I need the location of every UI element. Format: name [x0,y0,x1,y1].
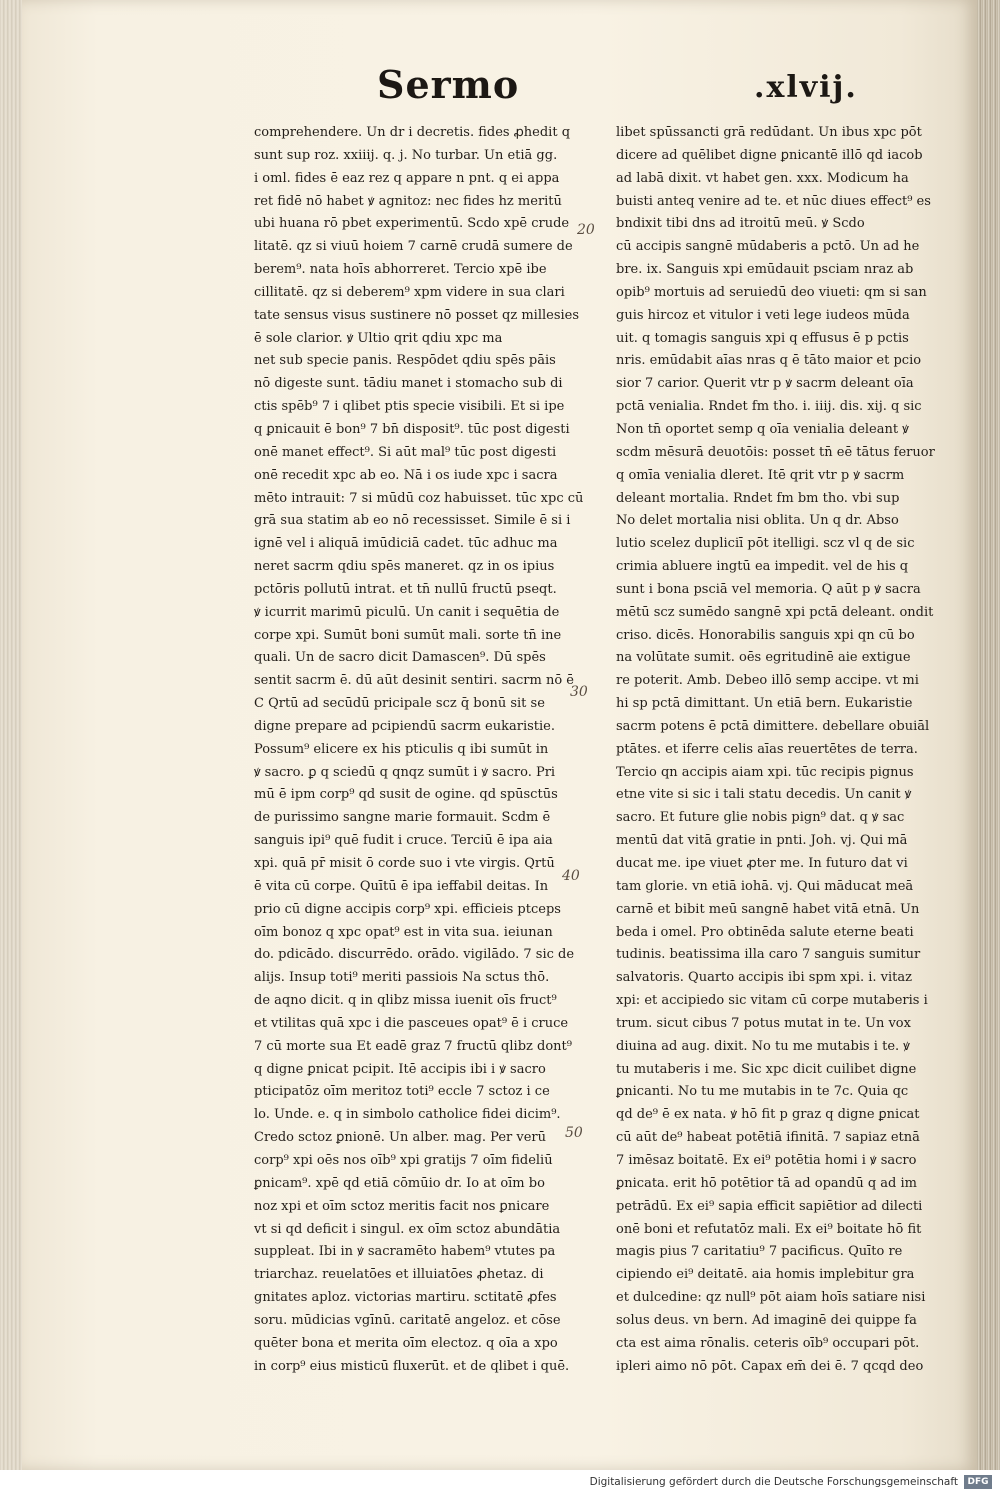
text-line: grā sua statim ab eo nō recessisset. Simile ē si i [254,513,571,529]
text-line: xpi. quā pr̄ misit ō corde suo i vte virgis. Qrtū [254,856,555,871]
text-line: Credo sctoz ꝑnionē. Un alber. mag. Per verū [254,1130,546,1146]
text-line: Possum⁹ elicere ex his pticulis q ibi sumūt in [254,741,549,757]
text-line: xpi: et accipiedo sic vitam cū corpe mutaberis i [616,993,928,1009]
text-line: hi sp pctā dimittant. Un etiā bern. Eukaristie [616,696,913,712]
text-line: vt si qd deficit i singul. ex oīm sctoz abundātia [254,1221,561,1237]
text-line: oīm bonoz q xpc opat⁹ est in vita sua. ieiunan [254,924,553,940]
text-line: sunt i bona psciā vel memoria. Q aūt p ꝟ sacra [616,581,921,597]
text-line: et dulcedine: qz null⁹ pōt aiam hoīs satiare nisi [616,1290,926,1306]
text-line: solus deus. vn bern. Ad imaginē dei quippe fa [616,1312,917,1328]
text-line: ꝟ sacro. ꝑ q sciedū q qnqz sumūt i ꝟ sacro. Pri [254,764,556,780]
text-line: ipleri aimo nō pōt. Capax em̄ dei ē. 7 qcqd deo [616,1358,924,1374]
text-line: ꝑnicam⁹. xpē qd etiā cōmūio dr. Io at oīm bo [254,1175,545,1191]
text-line: sanguis ipi⁹ quē fudit i cruce. Terciū ē ipa aia [254,833,553,849]
text-line: beda i omel. Pro obtinēda salute eterne beati [616,924,914,940]
text-line: comprehendere. Un dr i decretis. fides ꝓhedit q [254,125,571,140]
text-line: berem⁹. nata hoīs abhorreret. Tercio xpē ibe [254,262,547,278]
text-line: alijs. Insup toti⁹ meriti passiois Na sctus thō. [254,970,550,986]
text-line: uit. q tomagis sanguis xpi q effusus ē p pctis [616,330,909,346]
text-line: 7 cū morte sua Et eadē graz 7 fructū qlibz dont⁹ [254,1038,572,1054]
text-line: tam glorie. vn etiā iohā. vj. Qui māducat meā [616,878,914,894]
text-line: sior 7 carior. Querit vtr p ꝟ sacrm deleant oīa [616,376,914,392]
text-line: do. pdicādo. discurrēdo. orādo. vigilādo. 7 sic de [254,947,575,963]
text-line: scdm mēsurā deuotōis: posset tn̄ eē tātus feruor [616,444,935,460]
text-line: ubi huana rō pbet experimentū. Scdo xpē crude [254,216,570,232]
text-line: litatē. qz si viuū hoiem 7 carnē crudā sumere de [254,239,573,255]
text-line: mētū scz sumēdo sangnē xpi pctā deleant. ondit [616,604,934,620]
text-line: deleant mortalia. Rndet fm bm tho. vbi sup [616,490,900,506]
text-line: na volūtate sumit. oēs egritudinē aie extigue [616,650,911,666]
text-line: ꝟ icurrit marimū piculū. Un canit i sequētia de [254,604,560,620]
text-line: Non tn̄ oportet semp q oīa venialia deleant ꝟ [616,421,909,437]
text-line: onē manet effect⁹. Si aūt mal⁹ tūc post digesti [254,444,557,460]
text-line: No delet mortalia nisi oblita. Un q dr. Abso [616,513,899,529]
text-line: crimia abluere ingtū ea impedit. vel de his q [616,559,909,575]
running-header-left: Sermo [377,62,520,107]
text-line: trum. sicut cibus 7 potus mutat in te. Un vox [616,1015,911,1031]
text-line: ē sole clarior. ꝟ Ultio qrit qdiu xpc ma [254,330,503,346]
text-line: cū aūt de⁹ habeat potētiā ifinitā. 7 sapiaz etnā [616,1130,920,1146]
text-line: cipiendo ei⁹ deitatē. aia homis implebitur gra [616,1267,915,1283]
text-line: etne vite si sic i tali statu decedis. Un canit ꝟ [616,787,912,803]
text-line: carnē et bibit meū sangnē habet vitā etnā. Un [616,901,920,917]
text-line: noz xpi et oīm sctoz meritis facit nos ꝑnicare [254,1198,550,1214]
text-line: onē boni et refutatōz mali. Ex ei⁹ boitate hō fit [616,1221,922,1237]
text-line: opib⁹ mortuis ad seruiedū deo viueti: qm si san [616,284,927,300]
text-line: ē vita cū corpe. Quītū ē ipa ieffabil deitas. In [254,878,549,894]
text-line: ret fidē nō habet ꝟ agnitoz: nec fides hz meritū [254,193,562,209]
text-line: lo. Unde. e. q in simbolo catholice fidei dicim⁹. [254,1107,561,1123]
text-line: salvatoris. Quarto accipis ibi spm xpi. i. vitaz [616,970,913,986]
text-line: onē recedit xpc ab eo. Nā i os iude xpc i sacra [254,467,558,483]
text-line: ptātes. et iferre celis aīas reuertētes de terra. [616,741,918,757]
text-line: sentit sacrm ē. dū aūt desinit sentiri. sacrm nō ē [254,673,575,689]
text-line: nō digeste sunt. tādiu manet i stomacho sub di [254,376,563,392]
text-line: pctōris pollutū intrat. et tn̄ nullū fructū pseqt. [254,581,557,597]
text-line: quēter bona et merita oīm electoz. q oīa a xpo [254,1335,558,1351]
text-line: mū ē ipm corp⁹ qd susit de ogine. qd spūsctūs [254,787,558,803]
text-column-left [254,122,592,1378]
text-line: libet spūssancti grā redūdant. Un ibus xpc pōt [616,125,922,140]
text-line: bndixit tibi dns ad itroitū meū. ꝟ Scdo [616,216,865,232]
text-line: cū accipis sangnē mūdaberis a pctō. Un ad he [616,239,920,255]
text-line: 7 imēsaz boitatē. Ex ei⁹ potētia homi i ꝟ sacro [616,1152,917,1168]
text-line: corp⁹ xpi oēs nos oīb⁹ xpi gratijs 7 oīm fideliū [254,1152,553,1168]
text-line: buisti anteq venire ad te. et nūc diues effect⁹ es [616,193,931,209]
text-line: C Qrtū ad secūdū pricipale scz q̄ bonū sit se [254,696,545,712]
margin-note: 40 [562,868,580,884]
text-line: prio cū digne accipis corp⁹ xpi. efficieis ptceps [254,901,561,917]
text-column-right [616,122,966,1378]
text-line: de aqno dicit. q in qlibz missa iuenit oīs fruct⁹ [254,993,557,1009]
text-line: qd de⁹ ē ex nata. ꝟ hō fit p graz q digne ꝑnicat [616,1107,920,1123]
text-line: sacrm potens ē pctā dimittere. debellare obuiāl [616,718,930,734]
text-line: magis pius 7 caritatiu⁹ 7 pacificus. Quīto re [616,1244,903,1260]
text-line: pctā venialia. Rndet fm tho. i. iiij. dis. xij. q sic [616,399,922,415]
text-line: triarchaz. reuelatōes et illuiatōes ꝓhetaz. di [254,1267,544,1283]
text-line: Tercio qn accipis aiam xpi. tūc recipis pignus [616,764,914,780]
text-line: re poterit. Amb. Debeo illō semp accipe. vt mi [616,673,919,689]
book-page [22,0,977,1470]
text-line: in corp⁹ eius misticū fluxerūt. et de qlibet i quē. [254,1358,570,1374]
text-line: diuina ad aug. dixit. No tu me mutabis i te. ꝟ [616,1038,910,1054]
text-line: soru. mūdicias vgīnū. caritatē angeloz. et cōse [254,1312,561,1328]
text-line: net sub specie panis. Respōdet qdiu spēs pāis [254,353,556,369]
text-line: cta est aima rōnalis. ceteris oīb⁹ occupari pōt. [616,1335,920,1351]
text-line: mentū dat vitā gratie in pnti. Joh. vj. Qui mā [616,833,908,849]
margin-note: 30 [570,684,588,700]
text-line: ad labā dixit. vt habet gen. xxx. Modicum ha [616,170,909,186]
text-line: bre. ix. Sanguis xpi emūdauit psciam nraz ab [616,262,914,278]
text-line: ignē vel i aliquā imūdiciā cadet. tūc adhuc ma [254,536,558,552]
footer-bar [0,1470,1000,1496]
text-line: i oml. fides ē eaz rez q appare n pnt. q ei appa [254,170,560,186]
text-line: ꝑnicanti. No tu me mutabis in te 7c. Quia qc [616,1084,909,1100]
text-line: q ꝑnicauit ē bon⁹ 7 bn̄ disposit⁹. tūc post digesti [254,421,570,437]
text-line: lutio scelez dupliciī pōt itelligi. scz vl q de sic [616,536,915,552]
text-line: mēto intrauit: 7 si mūdū coz habuisset. tūc xpc cū [254,490,584,506]
text-line: ꝑnicata. erit hō potētior tā ad opandū q ad im [616,1175,917,1191]
text-line: ducat me. ipe viuet ꝓter me. In futuro dat vi [616,856,908,871]
text-line: ctis spēb⁹ 7 i qlibet ptis specie visibili. Et si ipe [254,399,565,415]
text-line: corpe xpi. Sumūt boni sumūt mali. sorte tn̄ ine [254,627,562,643]
text-line: de purissimo sangne marie formauit. Scdm ē [254,810,551,826]
text-line: et vtilitas quā xpc i die pasceues opat⁹ ē i cruce [254,1015,569,1031]
text-line: q digne ꝑnicat pcipit. Itē accipis ibi i ꝟ sacro [254,1061,546,1077]
text-line: sunt sup roz. xxiiij. q. j. No turbar. Un etiā gg. [254,147,558,163]
text-line: gnitates aploz. victorias martiru. sctitatē ꝓfes [254,1290,557,1306]
text-line: petrādū. Ex ei⁹ sapia efficit sapiētior ad dilecti [616,1198,923,1214]
text-line: guis hircoz et vitulor i veti lege iudeos mūda [616,307,910,323]
margin-note: 20 [577,222,595,238]
text-line: tudinis. beatissima illa caro 7 sanguis sumitur [616,947,921,963]
text-line: digne prepare ad pcipiendū sacrm eukaristie. [254,718,555,734]
page-stack-right [977,0,1000,1470]
text-line: neret sacrm qdiu spēs maneret. qz in os ipius [254,559,555,575]
funding-credit: Digitalisierung gefördert durch die Deutsche Forschungsgemeinschaft [589,1476,958,1488]
folio-number: .xlvij. [754,70,858,105]
text-line: suppleat. Ibi in ꝟ sacramēto habem⁹ vtutes pa [254,1244,556,1260]
dfg-logo: DFG [964,1475,992,1489]
text-line: quali. Un de sacro dicit Damascen⁹. Dū spēs [254,650,546,666]
text-line: sacro. Et future glie nobis pign⁹ dat. q ꝟ sac [616,810,905,826]
text-line: q omīa venialia dleret. Itē qrit vtr p ꝟ sacrm [616,467,905,483]
text-line: tu mutaberis i me. Sic xpc dicit cuilibet digne [616,1061,917,1077]
text-line: criso. dicēs. Honorabilis sanguis xpi qn cū bo [616,627,915,643]
text-line: cillitatē. qz si deberem⁹ xpm videre in sua clari [254,284,565,300]
text-line: pticipatōz oīm meritoz toti⁹ eccle 7 sctoz i ce [254,1084,550,1100]
text-line: dicere ad quēlibet digne ꝑnicantē illō qd iacob [616,147,923,163]
margin-note: 50 [565,1125,583,1141]
text-line: nris. emūdabit aīas nras q ē tāto maior et pcio [616,353,922,369]
text-line: tate sensus visus sustinere nō posset qz millesies [254,307,580,323]
